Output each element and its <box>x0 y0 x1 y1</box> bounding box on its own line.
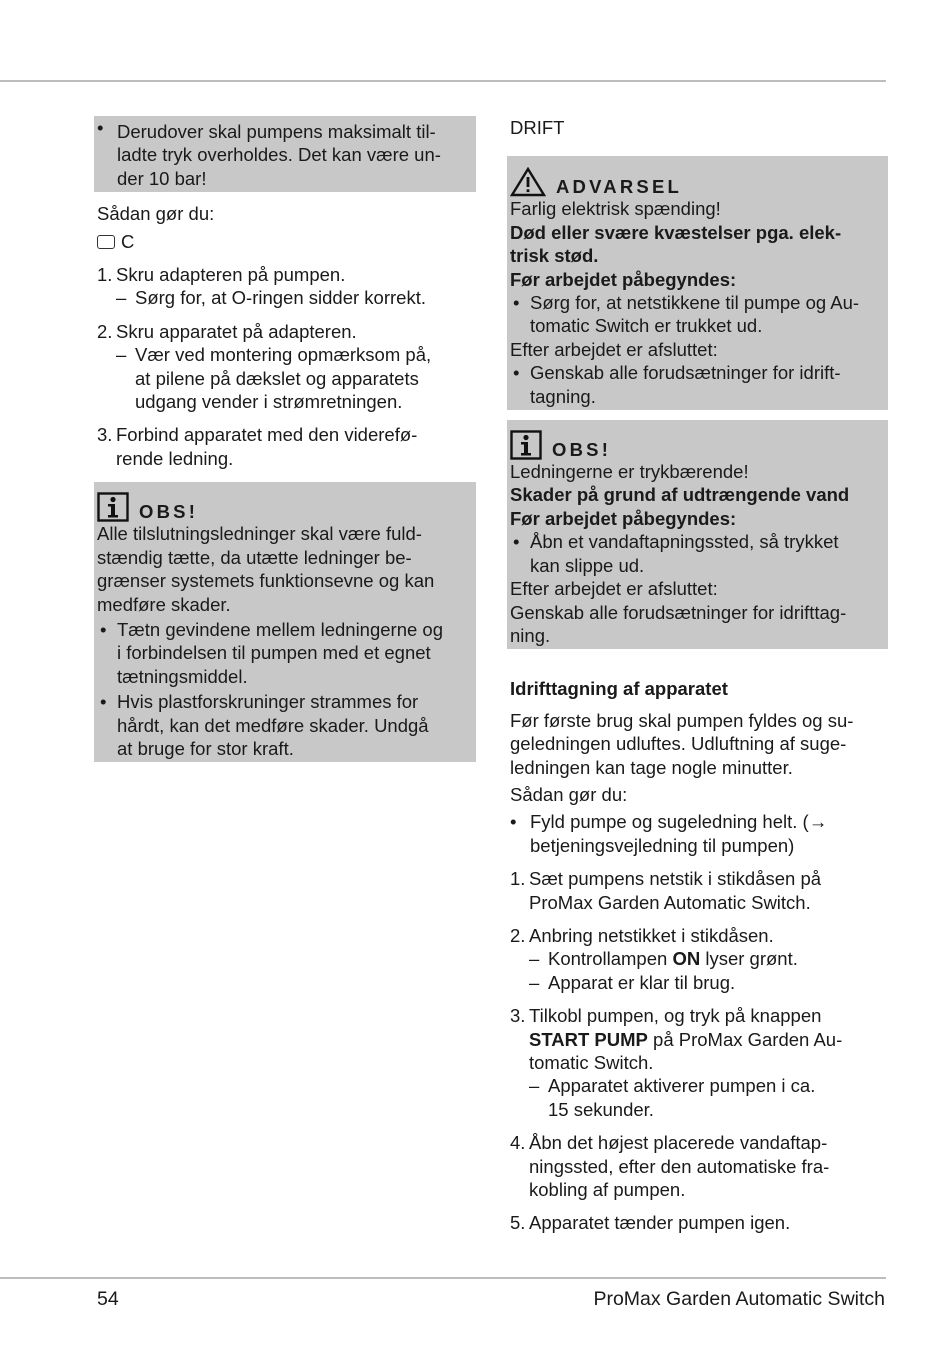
step-item: 2. Anbring netstikket i stikdåsen. – Kontrollampen ON lyser grønt. – Apparat er klar til brug. <box>507 924 888 994</box>
warning-danger: Død eller svære kvæstelser pga. elek- trisk stød. <box>510 221 842 267</box>
warning-triangle-icon <box>510 167 546 197</box>
pressure-note-line: der 10 bar! <box>117 167 207 189</box>
warning-title: ADVARSEL <box>556 176 682 198</box>
notice-after-work: Efter arbejdet er afsluttet: <box>510 578 718 600</box>
step-item: 1. Skru adapteren på pumpen. – Sørg for, at O-ringen sidder korrekt. <box>94 263 476 310</box>
warning-before-work: Før arbejdet påbegyndes: <box>510 268 737 290</box>
pressure-note-line: Derudover skal pumpens maksimalt til- <box>117 121 436 142</box>
bullet-item: • Fyld pumpe og sugeledning helt. (→ betjeningsvejledning til pumpen) <box>507 810 888 857</box>
step-sub-item: – Kontrollampen ON lyser grønt. <box>529 948 798 970</box>
figure-icon <box>97 235 115 249</box>
footer-rule <box>0 1277 886 1279</box>
figure-reference: C <box>94 230 476 253</box>
notice-title: OBS! <box>139 501 199 523</box>
step-item: 1. Sæt pumpens netstik i stikdåsen på ProMax Garden Automatic Switch. <box>510 868 822 913</box>
notice-bullet: • Åbn et vandaftapningssted, så trykket kan slippe ud. <box>510 530 884 577</box>
info-icon <box>97 492 129 522</box>
step-item: 2. Skru apparatet på adapteren. – Vær ved montering opmærksom på, at pilene på dækslet og apparatets udgang vender i strømretningen. <box>94 320 476 414</box>
warning-after-work: Efter arbejdet er afsluttet: <box>510 338 718 360</box>
footer-product-name: ProMax Garden Automatic Switch <box>593 1288 885 1310</box>
step-item: 3. Forbind apparatet med den viderefø- rende ledning. <box>97 424 418 469</box>
step-item: 5. Apparatet tænder pumpen igen. <box>510 1212 791 1234</box>
left-column <box>94 116 476 762</box>
step-sub-item: – Apparatet aktiverer pumpen i ca. 15 sekunder. <box>529 1075 816 1120</box>
warning-bullet: • Genskab alle forudsætninger for idrift- tagning. <box>510 361 884 408</box>
step-item: 3. Tilkobl pumpen, og tryk på knappen START PUMP på ProMax Garden Au- tomatic Switch. – Apparatet aktiverer pumpen i ca. 15 sekunder. <box>507 1004 888 1121</box>
notice-header <box>97 492 472 522</box>
header-rule <box>0 80 886 82</box>
notice-body: Alle tilslutningsledninger skal være fuld- stændig tætte, da utætte ledninger be- grænser systemets funktionsevne og kan medføre skader. <box>97 523 435 615</box>
notice-box <box>507 420 888 649</box>
notice-header <box>510 430 884 460</box>
subsection-title: Idrifttagning af apparatet <box>510 678 728 700</box>
right-column <box>507 116 888 1235</box>
notice-danger: Skader på grund af udtrængende vand <box>510 484 850 506</box>
notice-last: Genskab alle forudsætninger for idrifttag- ning. <box>510 601 847 646</box>
instructions-intro: Sådan gør du: <box>510 783 628 805</box>
page-number: 54 <box>97 1288 119 1310</box>
info-icon <box>510 430 542 460</box>
notice-bullet: • Tætn gevindene mellem ledningerne og i forbindelsen til pumpen med et egnet tætningsmiddel. <box>97 618 472 688</box>
notice-box <box>94 482 476 762</box>
warning-box <box>507 156 888 410</box>
warning-line: Farlig elektrisk spænding! <box>510 198 721 220</box>
pressure-note-box <box>94 116 476 192</box>
notice-title: OBS! <box>552 439 612 461</box>
section-title: DRIFT <box>510 117 565 138</box>
step-item: 4. Åbn det højest placerede vandaftap- ningssted, efter den automatiske fra- kobling af pumpen. <box>510 1132 830 1201</box>
instructions-intro: Sådan gør du: <box>97 203 215 225</box>
notice-bullet: • Hvis plastforskruninger strammes for hårdt, kan det medføre skader. Undgå at bruge for stor kraft. <box>97 690 472 760</box>
step-sub-item: – Vær ved montering opmærksom på, at pilene på dækslet og apparatets udgang vender i strømretningen. <box>116 344 432 413</box>
notice-before-work: Før arbejdet påbegyndes: <box>510 507 737 529</box>
pressure-note-line: ladte tryk overholdes. Det kan være un- <box>117 144 441 166</box>
warning-bullet: • Sørg for, at netstikkene til pumpe og Au- tomatic Switch er trukket ud. <box>510 291 884 338</box>
step-sub-item: – Apparat er klar til brug. <box>529 971 736 993</box>
warning-header <box>510 167 884 197</box>
notice-line: Ledningerne er trykbærende! <box>510 461 749 483</box>
step-sub-item: – Sørg for, at O-ringen sidder korrekt. <box>116 287 426 309</box>
commissioning-paragraph: Før første brug skal pumpen fyldes og su- geledningen udluftes. Udluftning af suge- ledningen kan tage nogle minutter. <box>510 709 854 778</box>
